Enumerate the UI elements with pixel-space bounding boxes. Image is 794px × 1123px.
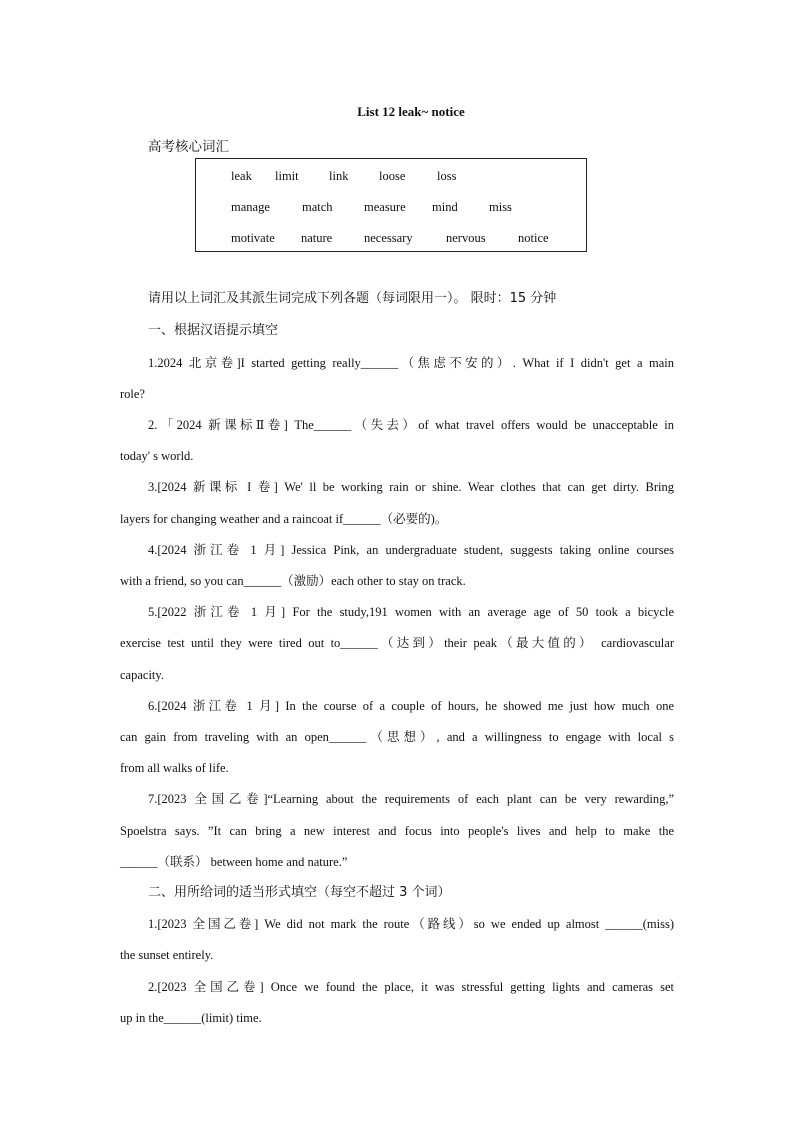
vocab-row: [196, 169, 586, 185]
vocab-word: necessary: [364, 231, 413, 245]
vocab-word: loose: [379, 169, 406, 183]
page-title: List 12 leak~ notice: [357, 104, 465, 119]
vocab-word: nature: [301, 231, 333, 245]
vocab-word: link: [329, 169, 349, 183]
section-label: 高考核心词汇: [148, 139, 229, 155]
question-line: 4.[2024 浙江卷 1 月] Jessica Pink, an undergraduate student, suggests taking online courses: [148, 543, 674, 557]
part2-heading: 二、用所给词的适当形式填空（每空不超过 3 个词）: [148, 885, 451, 900]
question-line: Spoelstra says. ”It can bring a new interest and focus into people's lives and help to make the: [120, 824, 674, 838]
question-line: role?: [120, 387, 145, 401]
question-line: from all walks of life.: [120, 761, 229, 775]
question-line: with a friend, so you can______（激励）each other to stay on track.: [120, 574, 466, 588]
question-line: 2.[2023 全国乙卷] Once we found the place, it was stressful getting lights and cameras set: [148, 980, 674, 994]
vocab-word: miss: [489, 200, 512, 214]
question-line: can gain from traveling with an open______（思想）, and a willingness to engage with local s: [120, 730, 674, 744]
vocab-word: mind: [432, 200, 458, 214]
question-line: today' s world.: [120, 449, 194, 463]
vocab-word: motivate: [231, 231, 275, 245]
vocab-word: nervous: [446, 231, 486, 245]
question-line: 6.[2024 浙江卷 1 月] In the course of a couple of hours, he showed me just how much one: [148, 699, 674, 713]
question-line: 2.「2024 新课标Ⅱ卷] The______（失去）of what travel offers would be unacceptable in: [148, 418, 674, 432]
question-line: 1.[2023 全国乙卷] We did not mark the route（路线）so we ended up almost ______(miss): [148, 917, 674, 931]
question-line: layers for changing weather and a raincoat if______（必要的)。: [120, 512, 448, 526]
vocab-word: notice: [518, 231, 549, 245]
vocab-row: [196, 231, 586, 247]
vocab-word: manage: [231, 200, 270, 214]
vocab-word: loss: [437, 169, 457, 183]
question-line: ______（联系） between home and nature.”: [120, 855, 348, 869]
question-line: capacity.: [120, 668, 164, 682]
question-line: 7.[2023 全国乙卷]“Learning about the requirements of each plant can be very rewarding,”: [148, 792, 674, 806]
vocab-word: match: [302, 200, 333, 214]
part1-heading: 一、根据汉语提示填空: [148, 323, 279, 338]
question-line: exercise test until they were tired out to______（达到）their peak（最大值的） cardiovascular: [120, 636, 674, 650]
vocab-row: [196, 200, 586, 216]
question-line: 3.[2024 新课标 I 卷] We' ll be working rain or shine. Wear clothes that can get dirty. Bring: [148, 480, 674, 494]
vocab-word: measure: [364, 200, 406, 214]
question-line: the sunset entirely.: [120, 948, 214, 962]
instruction: 请用以上词汇及其派生词完成下列各题（每词限用一）。 限时：15 分钟: [148, 291, 557, 306]
question-line: 5.[2022 浙江卷 1 月] For the study,191 women with an average age of 50 took a bicycle: [148, 605, 674, 619]
question-line: 1.2024 北京卷]I started getting really______（焦虑不安的）. What if I didn't get a main: [148, 356, 674, 370]
vocab-word: limit: [275, 169, 299, 183]
vocab-box: [195, 158, 587, 252]
vocab-word: leak: [231, 169, 252, 183]
question-line: up in the______(limit) time.: [120, 1011, 262, 1025]
